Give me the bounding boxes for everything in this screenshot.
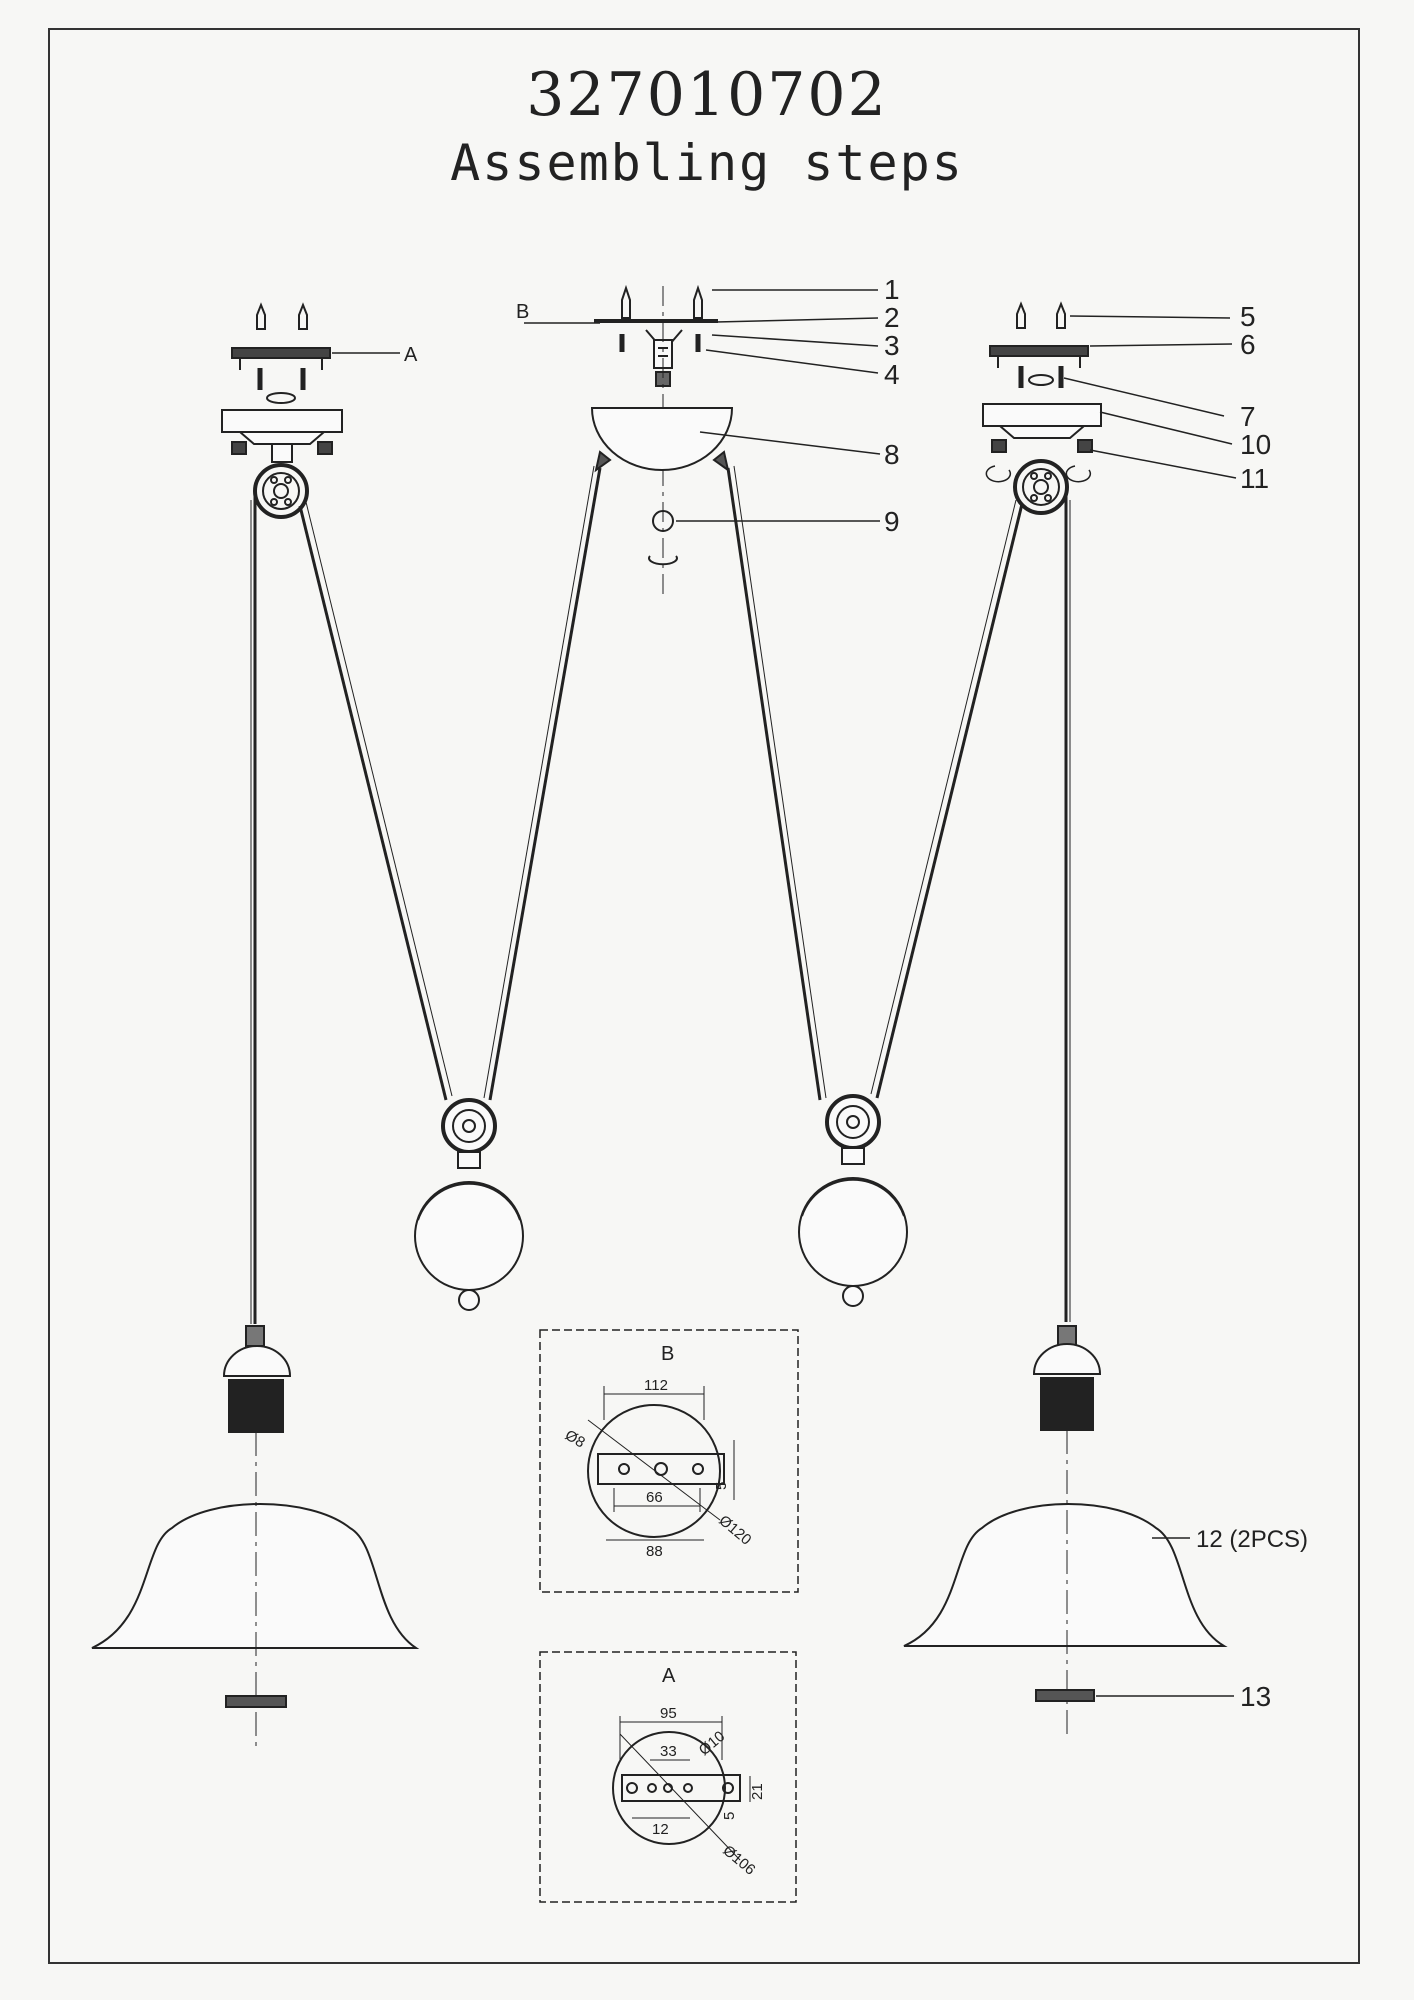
ref-label-b: B xyxy=(516,301,530,323)
center-screw xyxy=(694,288,702,318)
right-shade xyxy=(904,1504,1224,1646)
center-canopy-mount xyxy=(592,286,732,598)
center-screw xyxy=(622,288,630,318)
right-canopy xyxy=(983,404,1101,426)
callout-7: 7 xyxy=(1240,401,1256,432)
detail-a-dim-slot: 5 xyxy=(721,1811,738,1820)
right-socket xyxy=(1041,1378,1093,1430)
detail-b-dim-width: 112 xyxy=(644,1377,668,1394)
callout-3: 3 xyxy=(884,330,900,361)
right-lamp xyxy=(904,1326,1224,1740)
left-screw xyxy=(257,305,265,329)
callout-leaders xyxy=(332,290,1236,1696)
callout-9: 9 xyxy=(884,506,900,537)
right-screw xyxy=(1057,304,1065,328)
center-canopy xyxy=(592,408,732,470)
detail-b-dim-hole: Ø8 xyxy=(562,1426,588,1452)
detail-a-dim-width: 95 xyxy=(660,1705,677,1722)
detail-a-dim-height: 21 xyxy=(749,1783,766,1800)
detail-b-dim-center: 66 xyxy=(646,1489,663,1506)
callout-12: 12 (2PCS) xyxy=(1196,1526,1309,1553)
callout-5: 5 xyxy=(1240,301,1256,332)
left-mounting-bracket xyxy=(232,348,330,358)
left-counterweight xyxy=(415,1100,523,1310)
detail-a-dim-center: 33 xyxy=(660,1743,677,1760)
right-mounting-bracket xyxy=(990,346,1088,356)
right-finial xyxy=(1036,1690,1094,1701)
detail-b-box xyxy=(540,1330,798,1592)
detail-a-title: A xyxy=(662,1665,676,1687)
model-number: 327010702 xyxy=(526,60,888,130)
detail-b-dim-base: 88 xyxy=(646,1543,663,1560)
callout-8: 8 xyxy=(884,439,900,470)
left-screw xyxy=(299,305,307,329)
left-shade xyxy=(92,1504,416,1648)
detail-b-title: B xyxy=(661,1343,675,1365)
left-lamp xyxy=(92,1326,416,1746)
callout-2: 2 xyxy=(884,302,900,333)
left-finial xyxy=(226,1696,286,1707)
right-counterweight xyxy=(799,1096,907,1306)
callout-13: 13 xyxy=(1240,1681,1272,1712)
right-screw xyxy=(1017,304,1025,328)
left-canopy xyxy=(222,410,342,432)
callout-6: 6 xyxy=(1240,329,1256,360)
left-ceiling-mount xyxy=(222,305,342,517)
page-subtitle: Assembling steps xyxy=(450,134,964,192)
detail-b-dim-diameter: Ø120 xyxy=(715,1512,755,1549)
callout-10: 10 xyxy=(1240,429,1272,460)
callout-11: 11 xyxy=(1240,463,1270,494)
callout-labels xyxy=(404,274,1308,1712)
detail-a-dim-diameter: Ø106 xyxy=(719,1842,759,1879)
left-socket xyxy=(229,1380,283,1432)
callout-4: 4 xyxy=(884,359,900,390)
detail-a-dim-hole: Ø10 xyxy=(695,1727,729,1760)
detail-a-box xyxy=(540,1652,796,1902)
right-ceiling-mount xyxy=(983,304,1101,513)
callout-1: 1 xyxy=(884,274,900,305)
ref-label-a: A xyxy=(404,344,418,366)
detail-a-dim-offset: 12 xyxy=(652,1821,669,1838)
pulley-cables xyxy=(251,466,1070,1324)
detail-b-dim-slot: 5 xyxy=(713,1481,730,1490)
